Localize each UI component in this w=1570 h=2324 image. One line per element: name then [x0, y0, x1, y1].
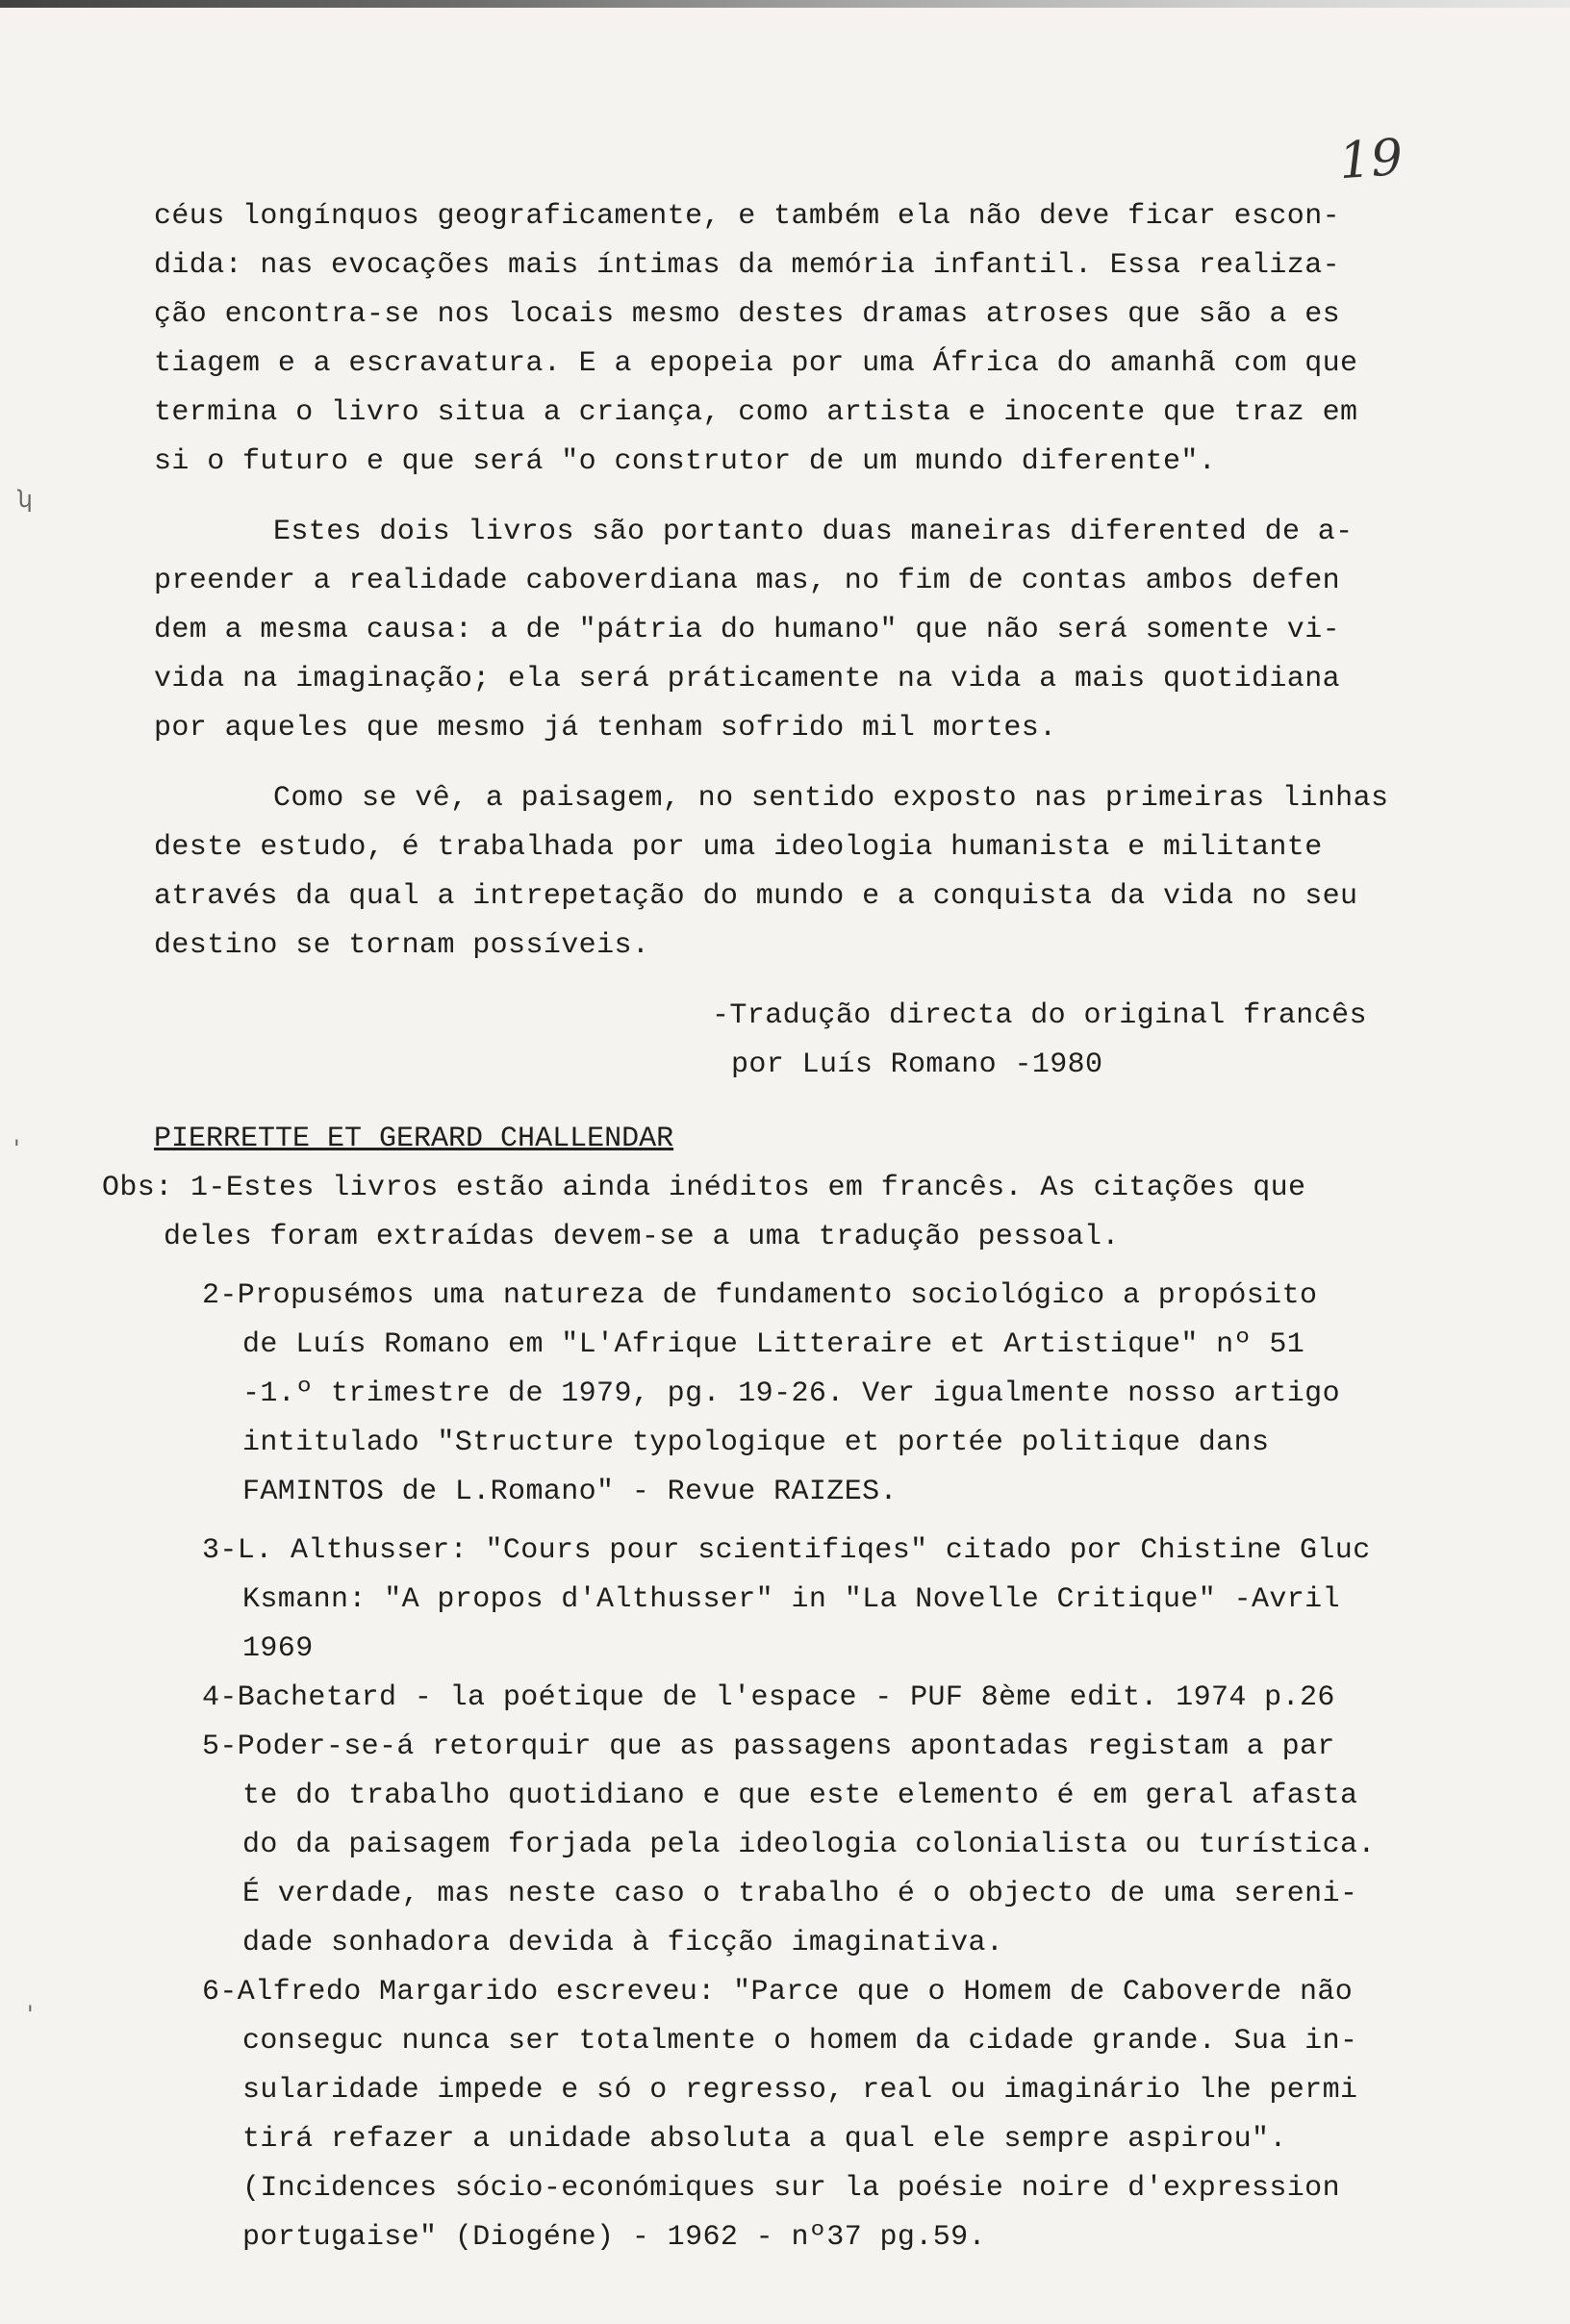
- text-line: Estes dois livros são portanto duas maneiras diferented de a-: [273, 516, 1354, 548]
- section-heading: PIERRETTE ET GERARD CHALLENDAR: [154, 1123, 674, 1155]
- paragraph-2: [154, 508, 1501, 753]
- text-line: dida: nas evocações mais íntimas da memória infantil. Essa realiza-: [154, 249, 1340, 282]
- text-line: deles foram extraídas devem-se a uma tradução pessoal.: [164, 1221, 1120, 1253]
- handwritten-page-number: 19: [1336, 128, 1405, 191]
- text-line: dade sonhadora devida à ficção imaginativa.: [242, 1927, 1004, 1959]
- note-2: [202, 1272, 1501, 1517]
- text-line: vida na imaginação; ela será práticamente na vida a mais quotidiana: [154, 663, 1340, 695]
- text-line: do da paisagem forjada pela ideologia colonialista ou turística.: [242, 1829, 1376, 1861]
- text-line: destino se tornam possíveis.: [154, 929, 650, 962]
- text-line: si o futuro e que será "o construtor de um mundo diferente".: [154, 445, 1217, 478]
- text-line: sularidade impede e só o regresso, real ou imaginário lhe permi: [242, 2074, 1358, 2107]
- text-line: intitulado "Structure typologique et portée politique dans: [242, 1427, 1270, 1459]
- text-line: -1.º trimestre de 1979, pg. 19-26. Ver igualmente nosso artigo: [242, 1377, 1340, 1410]
- text-line: FAMINTOS de L.Romano" - Revue RAIZES.: [242, 1476, 898, 1508]
- paragraph-1: [154, 192, 1501, 487]
- margin-mark: ': [13, 1135, 20, 1162]
- note-first-line: 5-Poder-se-á retorquir que as passagens apontadas registam a par: [202, 1730, 1335, 1763]
- text-line: 1969: [242, 1632, 314, 1665]
- text-line: dem a mesma causa: a de "pátria do humano" que não será somente vi-: [154, 614, 1340, 646]
- text-line: preender a realidade caboverdiana mas, no fim de contas ambos defen: [154, 565, 1340, 597]
- note-6: [202, 1968, 1501, 2262]
- text-line: através da qual a intrepetação do mundo e a conquista da vida no seu: [154, 880, 1358, 913]
- notes-observation: [102, 1164, 1501, 1262]
- text-line: Ksmann: "A propos d'Althusser" in "La Novelle Critique" -Avril: [242, 1583, 1340, 1616]
- note-3: [202, 1527, 1501, 1674]
- scan-edge: [0, 0, 1570, 8]
- text-line: Obs: 1-Estes livros estão ainda inéditos em francês. As citações que: [102, 1172, 1306, 1204]
- translation-signature: [154, 992, 1501, 1090]
- note-5: [202, 1723, 1501, 1968]
- note-first-line: 2-Propusémos uma natureza de fundamento sociológico a propósito: [202, 1279, 1318, 1312]
- signature-line: -Tradução directa do original francês: [712, 999, 1367, 1032]
- note-first-line: 6-Alfredo Margarido escreveu: "Parce que o Homem de Caboverde não: [202, 1976, 1354, 2008]
- text-line: Como se vê, a paisagem, no sentido exposto nas primeiras linhas: [273, 782, 1389, 815]
- note-4: [202, 1674, 1501, 1723]
- text-line: É verdade, mas neste caso o trabalho é o objecto de uma sereni-: [242, 1878, 1358, 1910]
- signature-line: por Luís Romano -1980: [731, 1048, 1103, 1081]
- text-line: conseguc nunca ser totalmente o homem da cidade grande. Sua in-: [242, 2025, 1358, 2058]
- text-line: (Incidences sócio-económiques sur la poésie noire d'expression: [242, 2172, 1340, 2205]
- text-line: tirá refazer a unidade absoluta a qual ele sempre aspirou".: [242, 2123, 1287, 2156]
- text-line: ção encontra-se nos locais mesmo destes dramas atroses que são a es: [154, 298, 1340, 331]
- text-line: termina o livro situa a criança, como artista e inocente que traz em: [154, 396, 1358, 429]
- text-line: te do trabalho quotidiano e que este elemento é em geral afasta: [242, 1780, 1358, 1812]
- text-line: tiagem e a escravatura. E a epopeia por uma África do amanhã com que: [154, 347, 1358, 380]
- note-first-line: 4-Bachetard - la poétique de l'espace - PUF 8ème edit. 1974 p.26: [202, 1681, 1335, 1714]
- margin-mark: ': [27, 2001, 34, 2028]
- paragraph-3: [154, 774, 1501, 971]
- text-line: deste estudo, é trabalhada por uma ideologia humanista e militante: [154, 831, 1323, 864]
- note-first-line: 3-L. Althusser: "Cours pour scientifiqes" citado por Chistine Gluc: [202, 1534, 1371, 1567]
- text-line: céus longínquos geograficamente, e também ela não deve ficar escon-: [154, 200, 1340, 233]
- text-line: portugaise" (Diogéne) - 1962 - nº37 pg.59.: [242, 2221, 986, 2254]
- margin-mark: ʮ: [17, 486, 33, 513]
- document-body: [102, 192, 1501, 2262]
- text-line: por aqueles que mesmo já tenham sofrido mil mortes.: [154, 712, 1057, 745]
- text-line: de Luís Romano em "L'Afrique Litteraire et Artistique" nº 51: [242, 1328, 1305, 1361]
